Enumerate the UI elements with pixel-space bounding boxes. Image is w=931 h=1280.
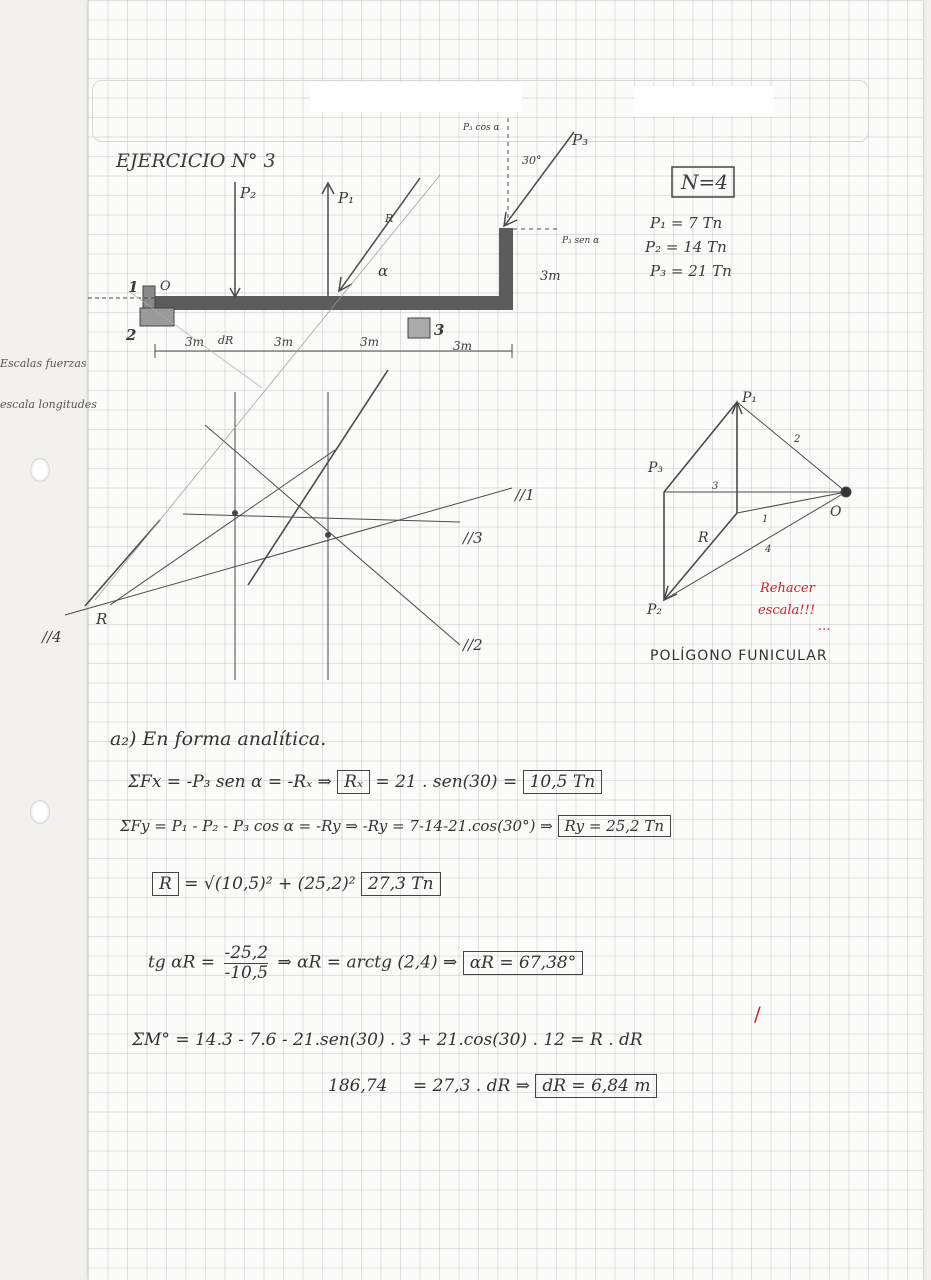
sum-fy-line <box>120 817 671 835</box>
exercise-title: EJERCICIO N° 3 <box>116 150 276 172</box>
label-node-1: 1 <box>128 278 139 296</box>
polygon-r: R <box>698 530 709 546</box>
margin-note-force-scale: Escalas fuerzas <box>0 357 87 370</box>
sum-fx-left: ΣFx = -P₃ sen α = -Rₓ ⇒ <box>128 772 332 792</box>
label-node-3: 3 <box>434 321 445 339</box>
binder-hole-bottom <box>30 800 50 824</box>
red-note-line1: Rehacer <box>760 581 815 596</box>
sum-fy-left: ΣFy = P₁ - P₂ - P₃ cos α = -Ry ⇒ -Ry = 7-14-21.cos(30°) ⇒ <box>120 817 553 835</box>
label-alpha: α <box>378 262 389 280</box>
analysis-heading: a₂) En forma analítica. <box>110 728 327 750</box>
label-p3-sen: P₃ sen α <box>562 236 600 246</box>
tg-denominator: -10,5 <box>224 962 269 983</box>
n-value: N=4 <box>681 170 728 194</box>
dim-2: 3m <box>274 335 294 349</box>
red-check-mark: / <box>754 1002 761 1026</box>
label-p1: P₁ <box>338 189 355 207</box>
funicular-line-4: //4 <box>42 628 62 646</box>
dr-value-box: dR = 6,84 m <box>535 1074 657 1098</box>
polygon-p3: P₃ <box>648 460 664 476</box>
red-note-line3: ... <box>818 619 831 634</box>
r-box: R <box>152 872 179 896</box>
polygon-ray-1: 1 <box>762 514 769 525</box>
label-angle-30: 30° <box>522 154 542 167</box>
moment-mid: = 27,3 . dR ⇒ <box>412 1076 530 1096</box>
funicular-line-2: //2 <box>463 636 483 654</box>
funicular-line-3: //3 <box>463 529 483 547</box>
tg-line <box>148 944 583 982</box>
tg-left: tg αR = <box>148 952 216 973</box>
label-p3-cos: P₃ cos α <box>463 123 500 133</box>
label-p3: P₃ <box>572 131 589 149</box>
polygon-o: O <box>830 504 842 520</box>
polygon-p2: P₂ <box>647 602 663 618</box>
red-note-line2: escala!!! <box>758 603 815 618</box>
beam-structure <box>88 228 513 338</box>
dim-1: 3m <box>185 335 205 349</box>
funicular-r: R <box>96 610 108 628</box>
force-polygon <box>664 402 851 600</box>
moment-left: 186,74 <box>328 1076 388 1096</box>
label-r-small: R <box>385 212 394 225</box>
dim-4: 3m <box>453 339 473 353</box>
tg-numerator: -25,2 <box>224 943 269 963</box>
label-height-3m: 3m <box>540 269 561 284</box>
load-p1: P₁ = 7 Tn <box>650 214 723 232</box>
moment-line-1: ΣM° = 14.3 - 7.6 - 21.sen(30) . 3 + 21.cos(30) . 12 = R . dR <box>132 1030 643 1050</box>
ry-value-box: Ry = 25,2 Tn <box>558 815 671 837</box>
polygon-title: POLÍGONO FUNICULAR <box>650 648 828 664</box>
dim-dr: dR <box>218 334 234 347</box>
polygon-ray-2: 2 <box>794 434 801 445</box>
force-p1-arrow <box>322 183 334 296</box>
r-value-box: 27,3 Tn <box>361 872 441 896</box>
margin-note-length-scale: escala longitudes <box>0 398 97 411</box>
label-node-2: 2 <box>126 326 137 344</box>
sum-fx-line <box>128 772 602 792</box>
rx-box: Rₓ <box>337 770 370 794</box>
polygon-ray-3: 3 <box>712 481 719 492</box>
funicular-line-1: //1 <box>515 486 535 504</box>
resultant-line <box>152 874 441 894</box>
polygon-p1: P₁ <box>742 390 758 406</box>
resultant-mid: = √(10,5)² + (25,2)² <box>184 874 356 894</box>
label-p2: P₂ <box>240 184 257 202</box>
polygon-ray-4: 4 <box>765 544 772 555</box>
alpha-r-box: αR = 67,38° <box>463 951 584 975</box>
load-p2: P₂ = 14 Tn <box>645 238 727 256</box>
load-p3: P₃ = 21 Tn <box>650 262 732 280</box>
moment-line-2 <box>328 1076 657 1096</box>
dim-3: 3m <box>360 335 380 349</box>
sum-fx-mid: = 21 . sen(30) = <box>375 772 518 792</box>
rx-value-box: 10,5 Tn <box>523 770 603 794</box>
force-p2-arrow <box>230 182 240 297</box>
label-o: O <box>160 279 171 294</box>
funicular-construction <box>65 175 512 680</box>
force-p3-arrow <box>504 132 574 226</box>
tg-mid: ⇒ αR = arctg (2,4) ⇒ <box>277 952 458 973</box>
